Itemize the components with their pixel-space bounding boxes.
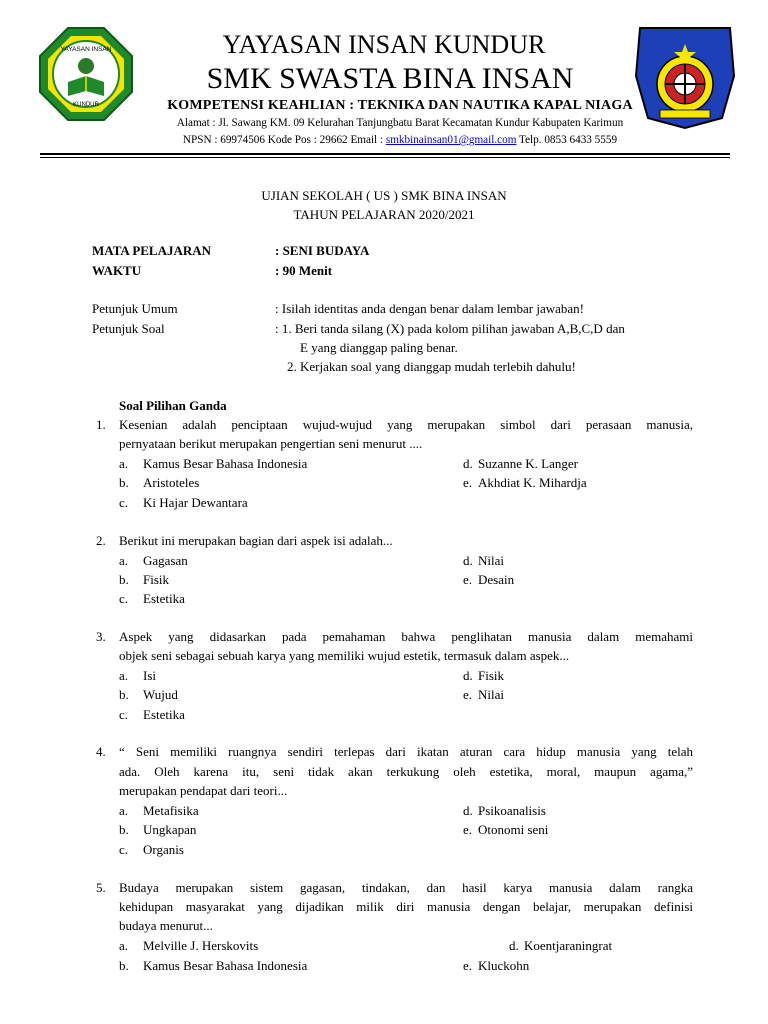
option-b-text: Fisik	[143, 572, 170, 587]
question-text-line: merupakan pendapat dari teori...	[119, 783, 288, 798]
foundation-logo-top-text: YAYASAN INSAN	[60, 46, 112, 53]
option-c-text: Estetika	[143, 591, 185, 606]
time-label: WAKTU	[92, 263, 142, 278]
option-a-text: Metafisika	[143, 803, 199, 818]
question-text-line: pernyataan berikut merupakan pengertian seni menurut ....	[119, 436, 423, 451]
option-letter: e.	[463, 572, 473, 587]
option-a-text: Kamus Besar Bahasa Indonesia	[143, 456, 308, 471]
npsn-text: NPSN : 69974506 Kode Pos : 29662 Email :	[182, 134, 386, 146]
subject-value: : SENI BUDAYA	[275, 243, 370, 258]
competency-line: KOMPETENSI KEAHLIAN : TEKNIKA DAN NAUTIKA KAPAL NIAGA	[167, 98, 633, 113]
question-instruction-label: Petunjuk Soal	[92, 321, 165, 336]
option-letter: d.	[463, 803, 473, 818]
option-a-text: Melville J. Herskovits	[143, 938, 259, 953]
time-value: : 90 Menit	[275, 263, 333, 278]
school-name: SMK SWASTA BINA INSAN	[206, 62, 574, 95]
question-number: 2.	[96, 533, 106, 548]
option-letter: b.	[119, 822, 129, 837]
question-instruction-1b: E yang dianggap paling benar.	[300, 340, 458, 355]
option-d-text: Fisik	[478, 668, 505, 683]
letterhead-divider-thin	[40, 157, 730, 158]
option-e-text: Nilai	[478, 687, 504, 702]
question-instruction-1: : 1. Beri tanda silang (X) pada kolom pilihan jawaban A,B,C,D dan	[275, 321, 625, 336]
address-line: Alamat : Jl. Sawang KM. 09 Kelurahan Tanjungbatu Barat Kecamatan Kundur Kabupaten Karimun	[176, 117, 624, 129]
subject-label: MATA PELAJARAN	[92, 243, 212, 258]
foundation-logo-bottom-text: KUNDUR	[73, 102, 99, 108]
option-e-text: Kluckohn	[478, 958, 530, 973]
option-letter: a.	[119, 938, 129, 953]
exam-title: UJIAN SEKOLAH ( US ) SMK BINA INSAN	[261, 188, 507, 203]
option-e-text: Desain	[478, 572, 515, 587]
option-letter: b.	[119, 687, 129, 702]
option-c-text: Ki Hajar Dewantara	[143, 495, 248, 510]
option-letter: b.	[119, 958, 129, 973]
question-text-line: Aspek yang didasarkan pada pemahaman bahwa penglihatan manusia dalam memahami	[119, 629, 693, 644]
option-d-text: Koentjaraningrat	[524, 938, 613, 953]
question-number: 3.	[96, 629, 106, 644]
option-letter: c.	[119, 842, 129, 857]
question-number: 5.	[96, 880, 106, 895]
option-letter: c.	[119, 495, 129, 510]
option-c-text: Organis	[143, 842, 184, 857]
general-instruction-label: Petunjuk Umum	[92, 301, 178, 316]
option-b-text: Aristoteles	[143, 475, 200, 490]
option-letter: e.	[463, 958, 473, 973]
foundation-name: YAYASAN INSAN KUNDUR	[222, 30, 546, 59]
option-c-text: Estetika	[143, 707, 185, 722]
exam-year: TAHUN PELAJARAN 2020/2021	[293, 207, 475, 222]
general-instruction-value: : Isilah identitas anda dengan benar dalam lembar jawaban!	[275, 301, 584, 316]
option-letter: c.	[119, 591, 129, 606]
question-text-line: Kesenian adalah penciptaan wujud-wujud yang merupakan simbol dari perasaan manusia,	[119, 417, 693, 432]
question-number: 1.	[96, 417, 106, 432]
option-letter: a.	[119, 456, 129, 471]
option-b-text: Wujud	[143, 687, 178, 702]
question-text-line: Budaya merupakan sistem gagasan, tindakan, dan hasil karya manusia dalam rangka	[119, 880, 693, 895]
option-letter: e.	[463, 475, 473, 490]
option-letter: d.	[509, 938, 519, 953]
option-d-text: Psikoanalisis	[478, 803, 546, 818]
question-text-line: “ Seni memiliki ruangnya sendiri terlepas dari ikatan aturan cara hidup manusia yang telah	[119, 744, 693, 759]
option-d-text: Suzanne K. Langer	[478, 456, 578, 471]
letterhead-divider-thick	[40, 153, 730, 155]
option-letter: e.	[463, 822, 473, 837]
question-text-line: kehidupan masyarakat yang dijadikan milik diri manusia dengan belajar, merupakan definisi	[119, 899, 693, 914]
contact-line	[140, 134, 660, 146]
option-letter: b.	[119, 572, 129, 587]
option-letter: c.	[119, 707, 129, 722]
option-e-text: Otonomi seni	[478, 822, 549, 837]
option-a-text: Gagasan	[143, 553, 188, 568]
option-b-text: Ungkapan	[143, 822, 197, 837]
question-text-line: ada. Oleh karena itu, seni tidak akan terkukung oleh estetika, moral, maupun agama,”	[119, 764, 693, 779]
question-text-line: Berikut ini merupakan bagian dari aspek isi adalah...	[119, 533, 393, 548]
option-a-text: Isi	[143, 668, 156, 683]
option-letter: d.	[463, 668, 473, 683]
option-b-text: Kamus Besar Bahasa Indonesia	[143, 958, 308, 973]
phone-text: Telp. 0853 6433 5559	[516, 134, 618, 146]
question-text-line: budaya menurut...	[119, 918, 213, 933]
option-d-text: Nilai	[478, 553, 504, 568]
question-number: 4.	[96, 744, 106, 759]
option-letter: a.	[119, 553, 129, 568]
option-letter: a.	[119, 668, 129, 683]
question-text-line: objek seni sebagai sebuah karya yang memiliki wujud estetik, termasuk dalam aspek...	[119, 648, 570, 663]
option-letter: d.	[463, 456, 473, 471]
email-link[interactable]: smkbinainsan01@gmail.com	[385, 134, 517, 146]
option-letter: a.	[119, 803, 129, 818]
section-title: Soal Pilihan Ganda	[119, 398, 227, 413]
option-letter: d.	[463, 553, 473, 568]
option-e-text: Akhdiat K. Mihardja	[478, 475, 587, 490]
option-letter: e.	[463, 687, 473, 702]
option-letter: b.	[119, 475, 129, 490]
question-instruction-2: 2. Kerjakan soal yang dianggap mudah terlebih dahulu!	[287, 359, 576, 374]
